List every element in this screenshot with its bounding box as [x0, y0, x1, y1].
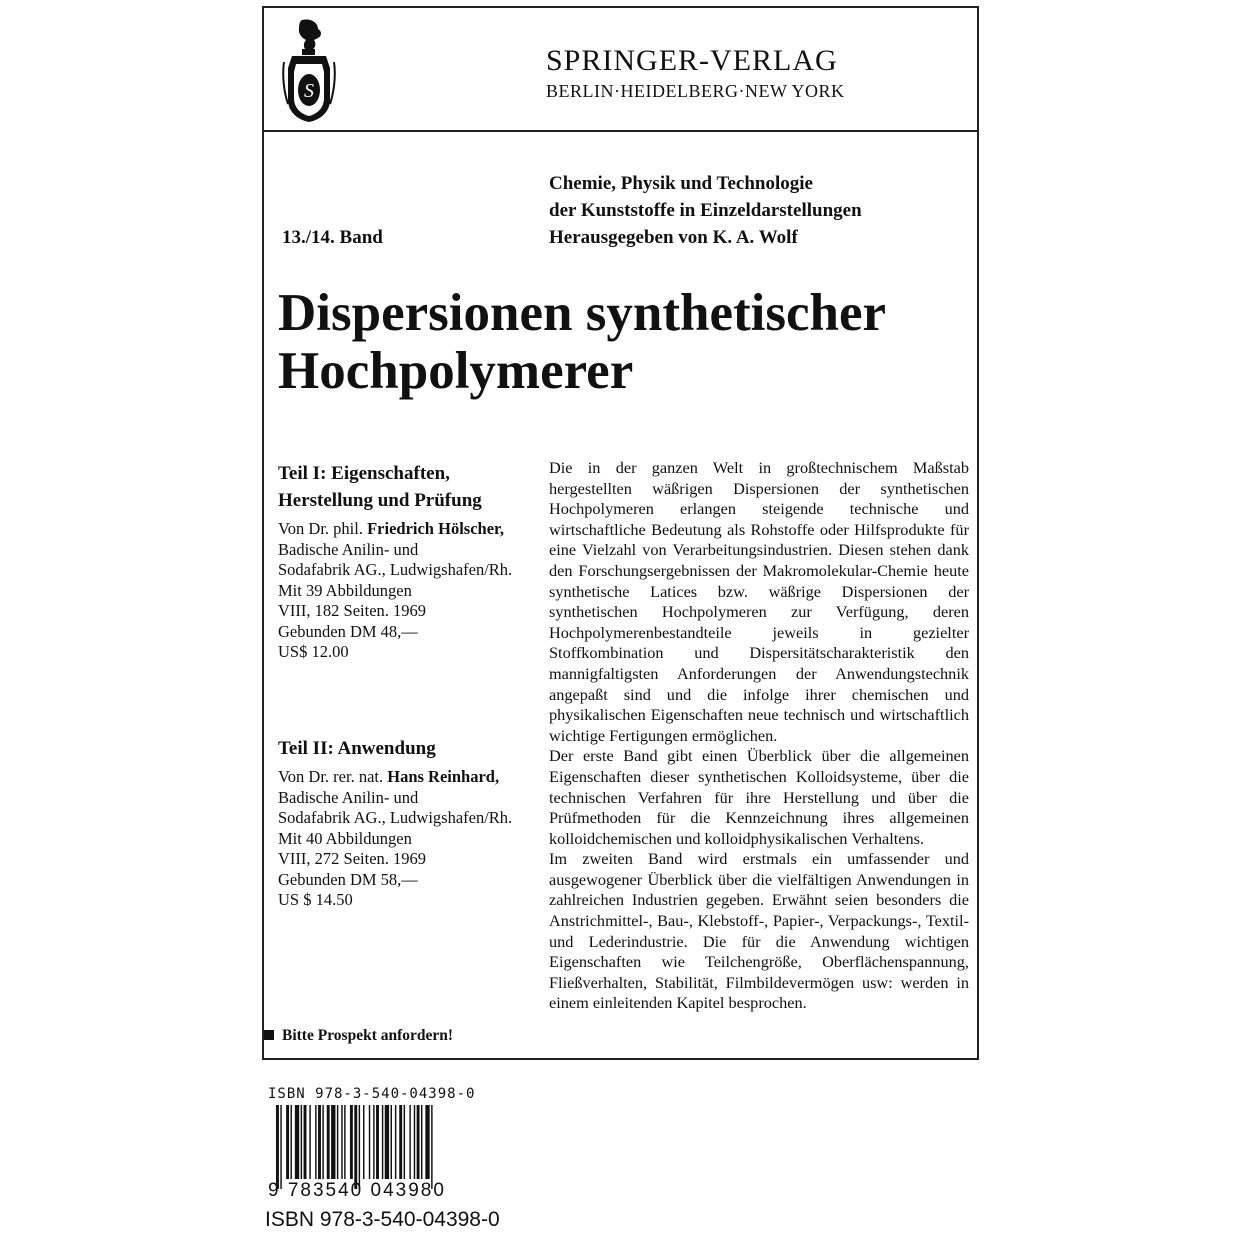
- part-1-details: [278, 519, 540, 663]
- barcode-digits: 9 783540 043980: [268, 1180, 446, 1201]
- part-1-block: [278, 460, 540, 663]
- back-cover-frame: [262, 6, 979, 1060]
- isbn-label-top: ISBN 978-3-540-04398-0: [268, 1086, 476, 1102]
- part-2-affiliation-1: Badische Anilin- und: [278, 787, 419, 807]
- part-1-heading-line-1: Teil I: Eigenschaften,: [278, 463, 450, 484]
- series-line-2: der Kunststoffe in Einzeldarstellungen: [549, 200, 862, 221]
- part-1-heading-line-2: Herstellung und Prüfung: [278, 490, 482, 511]
- order-note-text: Bitte Prospekt anfordern!: [282, 1027, 454, 1044]
- publisher-name: SPRINGER-VERLAG: [546, 44, 838, 77]
- volume-number: 13./14. Band: [282, 227, 383, 248]
- part-1-author-prefix: Von Dr. phil.: [278, 519, 368, 538]
- part-2-author-line: [278, 767, 540, 788]
- series-line-1: Chemie, Physik und Technologie: [549, 173, 813, 194]
- part-1-price-dm: Gebunden DM 48,—: [278, 621, 418, 641]
- publisher-block: [546, 44, 844, 102]
- part-2-pages: VIII, 272 Seiten. 1969: [278, 849, 427, 868]
- part-2-author-name: Hans Reinhard,: [387, 767, 500, 786]
- title-line-1: Dispersionen synthetischer: [278, 284, 887, 342]
- svg-text:S: S: [304, 80, 314, 102]
- title-line-2: Hochpolymerer: [278, 342, 634, 400]
- description-paragraph-1: Die in der ganzen Welt in großtechnischem Maßstab hergestellten wäßrigen Dispersionen der synthetischen Hochpolymeren erlangen steigende technische und wirtschaftliche Bedeutung als Rohstoffe oder Hilfsprodukte für eine Vielzahl von Verarbeitungsindustrien. Diesen stehen dank den Forschungsergebnissen der Makromolekular-Chemie heute synthetische Latices bzw. wäßrige Dispersionen der synthetischen Hochpolymeren zur Verfügung, deren Hochpolymerenbestandteile jeweils in gezielter Stoffkombination und Dispersitätscharakteristik den mannigfaltigsten Anforderungen der Anwendungstechnik angepaßt sind und die infolge ihrer chemischen und physikalischen Eigenschaften neue technisch und wirtschaftlich wichtige Fertigungen ermöglichen.: [549, 458, 969, 745]
- part-1-price-usd: US$ 12.00: [278, 642, 349, 661]
- part-1-pages: VIII, 182 Seiten. 1969: [278, 601, 427, 620]
- part-2-affiliation-2: Sodafabrik AG., Ludwigshafen/Rh.: [278, 808, 513, 827]
- series-editor: Herausgegeben von K. A. Wolf: [549, 227, 798, 248]
- part-1-author-name: Friedrich Hölscher,: [367, 519, 504, 538]
- book-title: [278, 284, 886, 400]
- part-1-affiliation-2: Sodafabrik AG., Ludwigshafen/Rh.: [278, 560, 513, 579]
- springer-knight-logo-icon: [280, 16, 338, 124]
- publisher-cities: BERLIN·HEIDELBERG·NEW YORK: [546, 81, 845, 101]
- part-2-block: [278, 735, 540, 911]
- series-info: [549, 170, 862, 251]
- part-2-price-usd: US $ 14.50: [278, 890, 353, 909]
- part-1-figures: Mit 39 Abbildungen: [278, 580, 412, 600]
- order-note: [264, 1026, 453, 1046]
- header-divider: [264, 130, 977, 132]
- description-paragraph-3: Im zweiten Band wird erstmals ein umfassender und ausgewogener Überblick über die vielfältigen Anwendungen in zahlreichen Industrien gegeben. Erwähnt seien besonders die Anstrichmittel-, Bau-, Klebstoff-, Papier-, Verpackungs-, Textil- und Lederindustrie. Die für die Anwendung wichtigen Eigenschaften wie Teilchengröße, Oberflächenspannung, Fließverhalten, Stabilität, Filmbildevermögen usw: werden in einem einleitenden Kapitel besprochen.: [549, 849, 969, 1013]
- part-2-author-prefix: Von Dr. rer. nat.: [278, 767, 388, 786]
- part-2-heading: Teil II: Anwendung: [278, 738, 436, 759]
- part-2-figures: Mit 40 Abbildungen: [278, 828, 412, 848]
- description-paragraph-2: Der erste Band gibt einen Überblick über die allgemeinen Eigenschaften dieser synthetischen Kolloidsysteme, über die technischen Verfahren für ihre Herstellung und über die Prüfmethoden für die Kennzeichnung ihres allgemeinen kolloidchemischen und kolloidphysikalischen Verhaltens.: [549, 746, 969, 848]
- part-1-affiliation-1: Badische Anilin- und: [278, 539, 419, 559]
- part-2-price-dm: Gebunden DM 58,—: [278, 869, 418, 889]
- part-1-author-line: [278, 519, 540, 540]
- book-description: [549, 458, 969, 1014]
- square-bullet-icon: [264, 1030, 274, 1040]
- part-2-details: [278, 767, 540, 911]
- isbn-label-bottom: ISBN 978-3-540-04398-0: [265, 1208, 500, 1231]
